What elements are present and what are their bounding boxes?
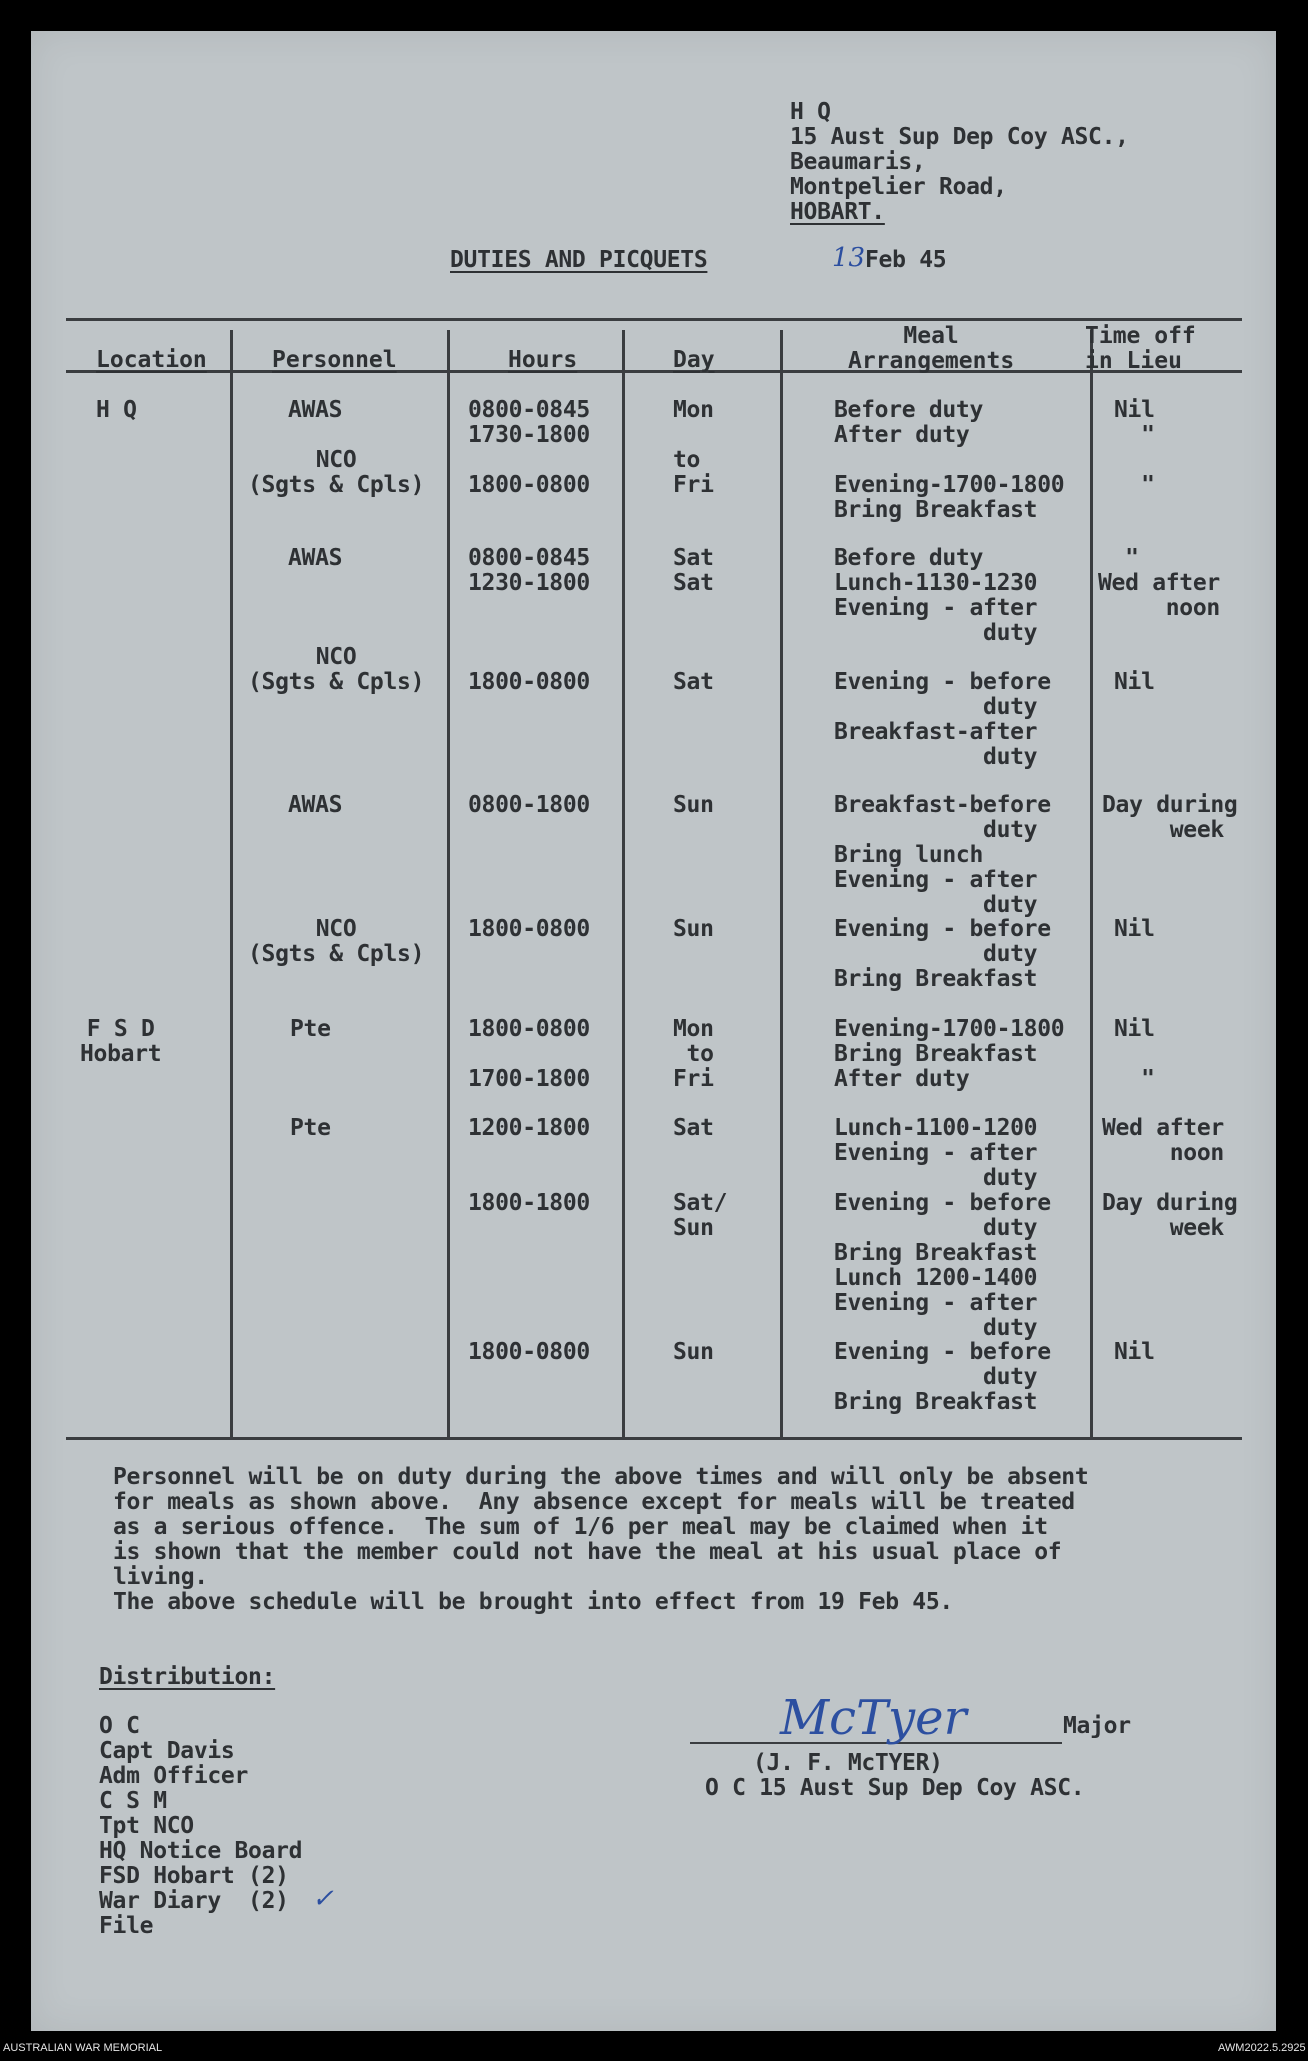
table-row-5-day: Sun (673, 916, 714, 942)
table-row-6-meal: Evening-1700-1800 Bring Breakfast After duty (834, 1016, 1065, 1092)
document-title: DUTIES AND PICQUETS (450, 247, 708, 273)
date-typed: Feb 45 (865, 247, 947, 273)
footer-accession-number: AWM2022.5.2925 (1218, 2042, 1306, 2054)
distribution-item: Adm Officer (99, 1763, 249, 1789)
distribution-item: C S M (99, 1788, 167, 1814)
table-row-9-meal: Evening - before duty Bring Breakfast (834, 1339, 1051, 1415)
signature-rank: Major (1063, 1713, 1131, 1739)
table-row-6-timeoff: Nil " (1114, 1016, 1155, 1092)
table-row-6-hours: 1800-0800 1700-1800 (468, 1016, 590, 1092)
table-top-rule (66, 318, 1242, 321)
table-row-7-hours: 1200-1800 (468, 1115, 590, 1141)
table-row-2-day: Sat Sat (673, 545, 714, 596)
header-location: Location (96, 347, 207, 373)
header-hours: Hours (508, 347, 578, 373)
distribution-item: HQ Notice Board (99, 1838, 303, 1864)
distribution-item: O C (99, 1713, 140, 1739)
table-row-1-timeoff: " (1141, 472, 1155, 498)
table-row-0-personnel: AWAS (288, 397, 343, 423)
col-divider-2 (447, 330, 450, 1438)
col-divider-1 (230, 330, 233, 1438)
distribution-item: FSD Hobart (2) (99, 1863, 289, 1889)
table-row-1-hours: 1800-0800 (468, 472, 590, 498)
table-bottom-rule (66, 1437, 1242, 1440)
table-row-3-personnel: NCO (Sgts & Cpls) (248, 644, 425, 695)
table-row-0-meal: Before duty After duty (834, 397, 984, 448)
address-line-4: Montpelier Road, (790, 174, 1007, 200)
table-row-9-timeoff: Nil (1114, 1339, 1155, 1365)
table-row-4-timeoff: Day during week (1102, 792, 1238, 843)
signature-name: (J. F. McTYER) (753, 1750, 943, 1776)
col-divider-5 (1090, 330, 1093, 1438)
table-row-8-hours: 1800-1800 (468, 1190, 590, 1216)
handwritten-signature: McTyer (780, 1690, 967, 1746)
address-line-3: Beaumaris, (790, 149, 926, 175)
table-row-8-day: Sat/ Sun (673, 1190, 728, 1241)
table-row-5-meal: Evening - before duty Bring Breakfast (834, 916, 1051, 992)
table-row-4-day: Sun (673, 792, 714, 818)
table-row-9-hours: 1800-0800 (468, 1339, 590, 1365)
table-row-7-meal: Lunch-1100-1200 Evening - after duty (834, 1115, 1038, 1191)
table-row-3-timeoff: Nil (1114, 669, 1155, 695)
table-row-4-hours: 0800-1800 (468, 792, 590, 818)
distribution-item: Tpt NCO (99, 1813, 194, 1839)
table-row-7-timeoff: Wed after noon (1102, 1115, 1224, 1166)
table-row-8-meal: Evening - before duty Bring Breakfast Lunch 1200-1400 Evening - after duty (834, 1190, 1051, 1341)
table-row-6-day: Mon to Fri (673, 1016, 714, 1092)
distribution-item: War Diary (2) (99, 1888, 289, 1914)
table-row-2-hours: 0800-0845 1230-1800 (468, 545, 590, 596)
signature-title: O C 15 Aust Sup Dep Coy ASC. (705, 1775, 1085, 1801)
col-divider-4 (780, 330, 783, 1438)
table-row-4-personnel: AWAS (288, 792, 343, 818)
table-row-9-day: Sun (673, 1339, 714, 1365)
address-line-1: H Q (790, 99, 831, 125)
table-row-5-personnel: NCO (Sgts & Cpls) (248, 916, 425, 967)
table-row-6-location: F S D Hobart (80, 1016, 162, 1067)
table-row-1-personnel: NCO (Sgts & Cpls) (248, 447, 425, 498)
table-row-4-meal: Breakfast-before duty Bring lunch Evening - after duty (834, 792, 1051, 918)
distribution-heading: Distribution: (99, 1664, 276, 1690)
col-divider-3 (622, 330, 625, 1438)
table-row-7-personnel: Pte (290, 1115, 331, 1141)
notes-effective-date: The above schedule will be brought into effect from 19 Feb 45. (113, 1589, 953, 1615)
header-day: Day (673, 347, 715, 373)
footer-institution: AUSTRALIAN WAR MEMORIAL (3, 2042, 163, 2054)
table-row-3-hours: 1800-0800 (468, 669, 590, 695)
address-line-5: HOBART. (790, 199, 885, 225)
header-time-off: Time off in Lieu (1085, 323, 1196, 374)
distribution-item: Capt Davis (99, 1738, 235, 1764)
table-row-1-day: Fri (673, 472, 714, 498)
table-row-8-timeoff: Day during week (1102, 1190, 1238, 1241)
table-row-6-personnel: Pte (290, 1016, 331, 1042)
handwritten-date-day: 13 (832, 243, 866, 273)
table-row-3-day: Sat (673, 669, 714, 695)
table-row-7-day: Sat (673, 1115, 714, 1141)
table-row-1-meal: Evening-1700-1800 Bring Breakfast (834, 472, 1065, 523)
table-header-rule (66, 370, 1242, 373)
header-meal: Meal Arrangements (848, 323, 1015, 374)
handwritten-tick: ✓ (312, 1884, 334, 1914)
header-personnel: Personnel (272, 347, 397, 373)
table-row-0-day: Mon to (673, 397, 714, 473)
table-row-3-meal: Evening - before duty Breakfast-after duty (834, 669, 1051, 770)
address-line-2: 15 Aust Sup Dep Coy ASC., (790, 124, 1129, 150)
table-row-2-meal: Before duty Lunch-1130-1230 Evening - after duty (834, 545, 1038, 646)
table-row-5-hours: 1800-0800 (468, 916, 590, 942)
table-row-0-location: H Q (96, 397, 137, 423)
table-row-5-timeoff: Nil (1114, 916, 1155, 942)
notes-paragraph: Personnel will be on duty during the above times and will only be absent for meals as shown above. Any absence except for meals will be treated as a serious offence. The sum of 1/6 per meal may be claimed when it is shown that the member could not have the meal at his usual place of living. (113, 1464, 1089, 1590)
table-row-0-timeoff: Nil " (1114, 397, 1155, 448)
distribution-item: File (99, 1913, 154, 1939)
table-row-2-timeoff: " Wed after noon (1098, 545, 1220, 621)
table-row-0-hours: 0800-0845 1730-1800 (468, 397, 590, 448)
table-row-2-personnel: AWAS (288, 545, 343, 571)
